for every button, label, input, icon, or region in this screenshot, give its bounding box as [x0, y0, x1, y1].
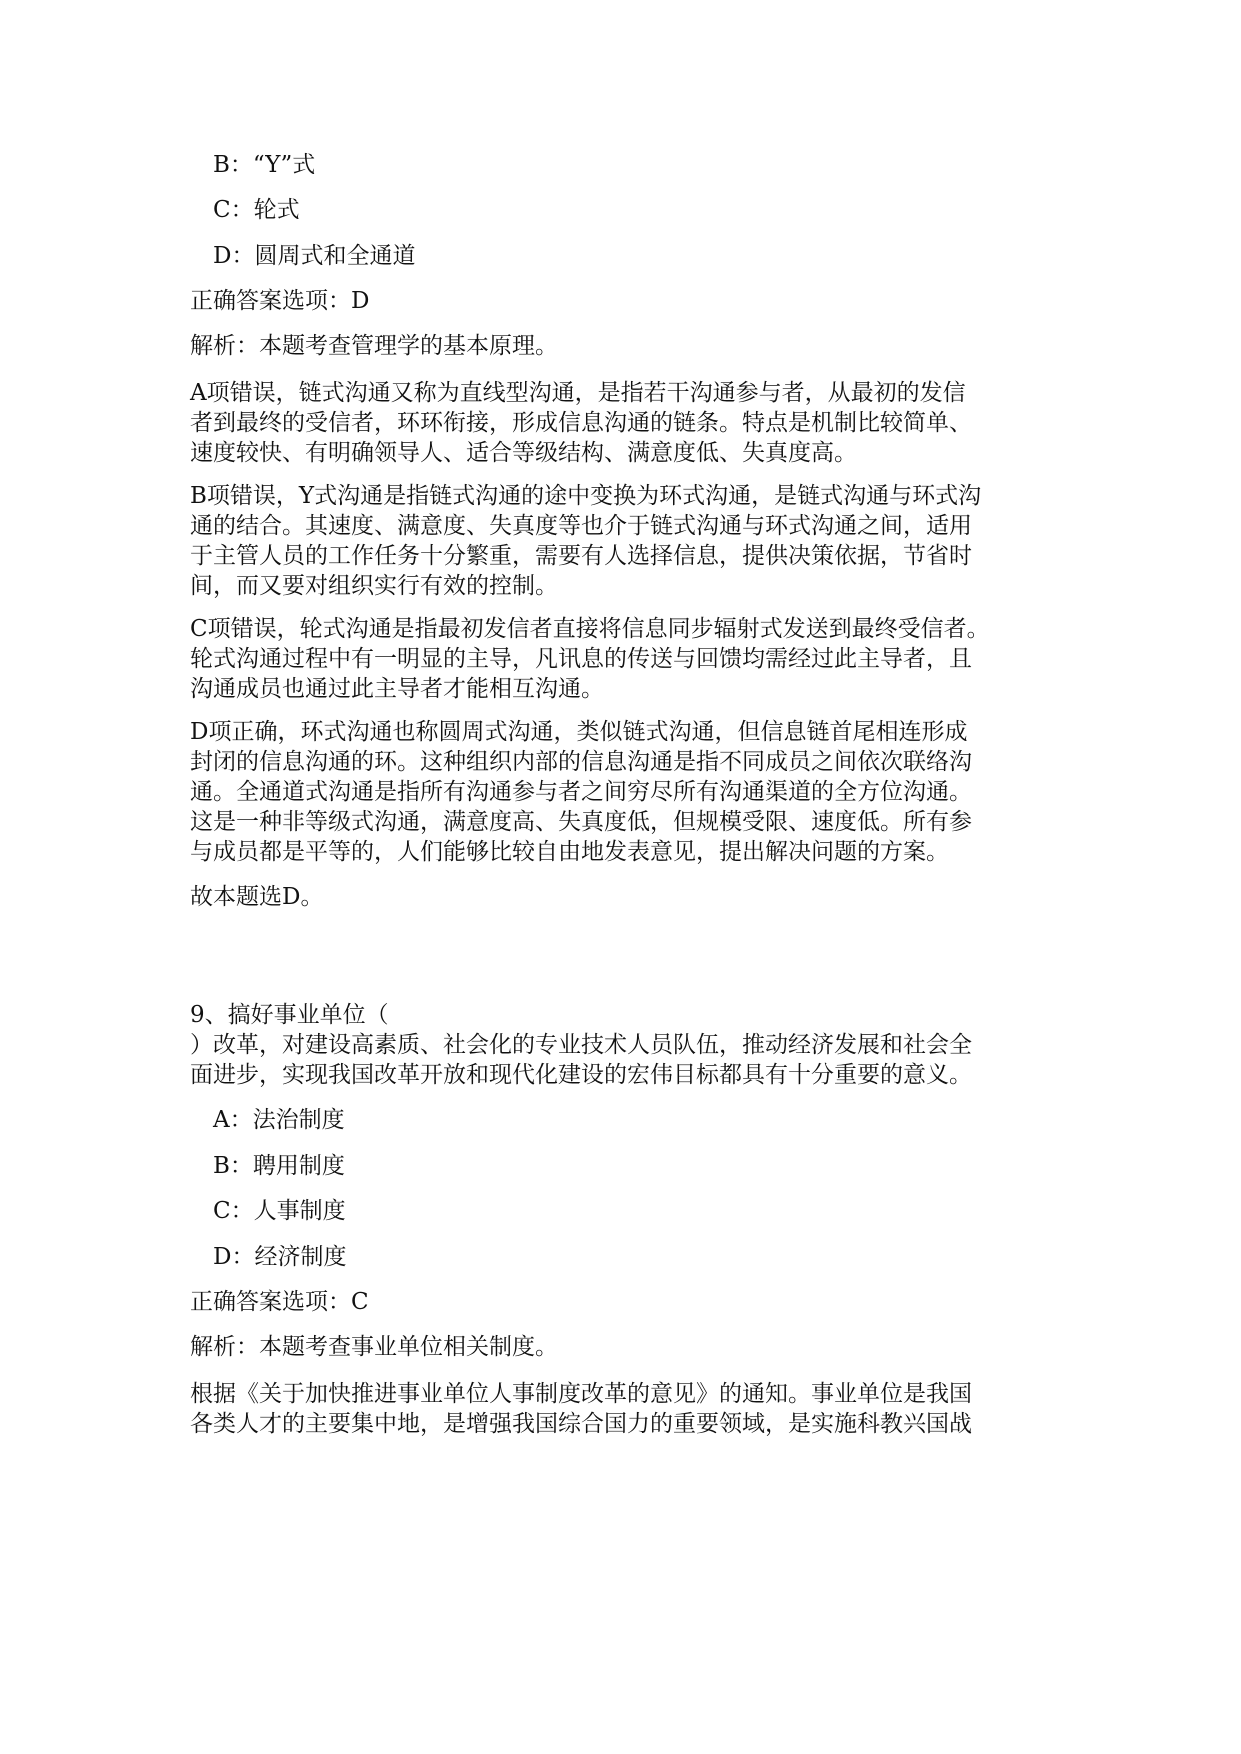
correct-answer: 正确答案选项：C	[190, 1289, 369, 1315]
explanation-line: 沟通成员也通过此主导者才能相互沟通。	[190, 676, 604, 702]
explanation-line: 速度较快、有明确领导人、适合等级结构、满意度低、失真度高。	[190, 440, 857, 466]
explanation-d	[190, 717, 1060, 867]
explanation-line: 于主管人员的工作任务十分繁重，需要有人选择信息，提供决策依据，节省时	[190, 543, 972, 569]
explanation-line: 间，而又要对组织实行有效的控制。	[190, 573, 558, 599]
option-d: D：圆周式和全通道	[213, 243, 416, 269]
explanation-b	[190, 481, 1060, 601]
explanation-a	[190, 378, 1060, 468]
question-stem-line: ）改革，对建设高素质、社会化的专业技术人员队伍，推动经济发展和社会全	[190, 1032, 972, 1058]
explanation-line: C项错误，轮式沟通是指最初发信者直接将信息同步辐射式发送到最终受信者。	[190, 616, 990, 642]
option-c: C：人事制度	[213, 1198, 346, 1224]
explanation-c	[190, 614, 1060, 704]
option-d: D：经济制度	[213, 1244, 347, 1270]
explanation-line: B项错误，Y式沟通是指链式沟通的途中变换为环式沟通，是链式沟通与环式沟	[190, 483, 982, 509]
explanation-line: 这是一种非等级式沟通，满意度高、失真度低，但规模受限、速度低。所有参	[190, 809, 972, 835]
analysis-intro: 解析：本题考查事业单位相关制度。	[190, 1334, 558, 1360]
correct-answer: 正确答案选项：D	[190, 288, 370, 314]
explanation	[190, 1379, 1060, 1439]
question-9-stem	[190, 1000, 1060, 1090]
explanation-line: 通。全通道式沟通是指所有沟通参与者之间穷尽所有沟通渠道的全方位沟通。	[190, 779, 972, 805]
explanation-line: A项错误，链式沟通又称为直线型沟通，是指若干沟通参与者，从最初的发信	[190, 380, 966, 406]
question-stem-line: 9、搞好事业单位（	[190, 1002, 389, 1028]
option-b: B：聘用制度	[213, 1153, 345, 1179]
option-c: C：轮式	[213, 197, 300, 223]
question-stem-line: 面进步，实现我国改革开放和现代化建设的宏伟目标都具有十分重要的意义。	[190, 1062, 972, 1088]
explanation-line: D项正确，环式沟通也称圆周式沟通，类似链式沟通，但信息链首尾相连形成	[190, 719, 968, 745]
explanation-line: 轮式沟通过程中有一明显的主导，凡讯息的传送与回馈均需经过此主导者，且	[190, 646, 972, 672]
explanation-line: 通的结合。其速度、满意度、失真度等也介于链式沟通与环式沟通之间，适用	[190, 513, 972, 539]
explanation-line: 各类人才的主要集中地，是增强我国综合国力的重要领域，是实施科教兴国战	[190, 1411, 972, 1437]
explanation-line: 与成员都是平等的，人们能够比较自由地发表意见，提出解决问题的方案。	[190, 839, 949, 865]
explanation-line: 根据《关于加快推进事业单位人事制度改革的意见》的通知。事业单位是我国	[190, 1381, 972, 1407]
explanation-line: 封闭的信息沟通的环。这种组织内部的信息沟通是指不同成员之间依次联络沟	[190, 749, 972, 775]
analysis-intro: 解析：本题考查管理学的基本原理。	[190, 333, 558, 359]
option-a: A：法治制度	[213, 1107, 345, 1133]
conclusion: 故本题选D。	[190, 884, 324, 910]
option-b: B：“Y”式	[213, 152, 316, 178]
explanation-line: 者到最终的受信者，环环衔接，形成信息沟通的链条。特点是机制比较简单、	[190, 410, 972, 436]
